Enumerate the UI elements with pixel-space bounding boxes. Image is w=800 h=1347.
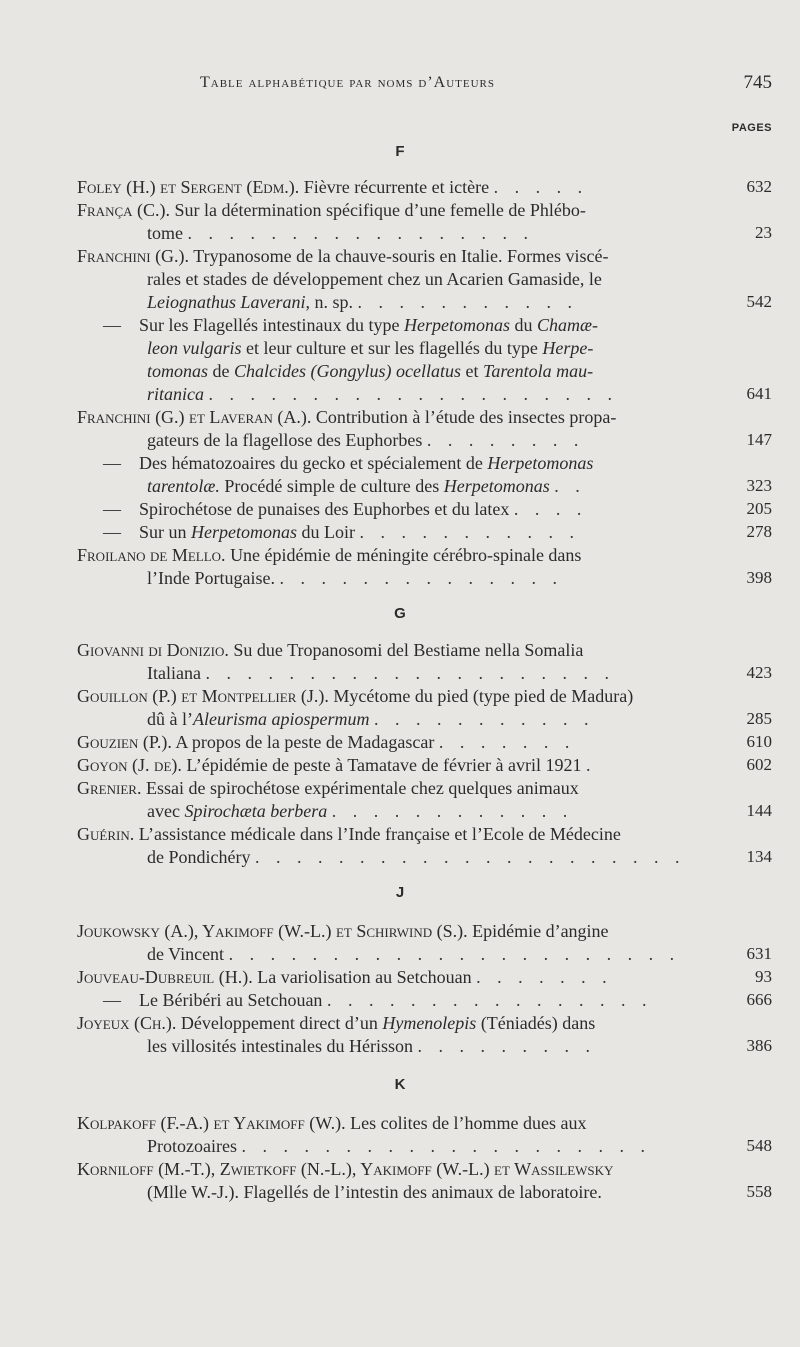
leader-dots: . . . . . . . . . . . . . . (279, 568, 563, 588)
leader-dots: . . . . . . . . . . . (359, 522, 581, 542)
entry-korniloff (77, 1158, 613, 1180)
entry-froilano-cont (147, 567, 563, 589)
leader-dots: . . . . . . . . . . . (357, 292, 579, 312)
leader-dots: . . . . . . . . . . . . . . . . . (187, 223, 534, 243)
entry-page: 147 (746, 430, 772, 449)
entry-gouzien (77, 731, 575, 753)
entry-title: Epidémie d’angine (472, 921, 609, 941)
entry-page: 285 (746, 709, 772, 728)
ditto-dash: — (103, 453, 121, 473)
species-name: ritanica (147, 384, 204, 404)
entry-title: La variolisation au Setchouan (257, 967, 472, 987)
entry-author: Joyeux (Ch.). (77, 1013, 177, 1033)
species-name: Leiognathus Laverani (147, 292, 306, 312)
entry-title: du Loir (301, 522, 356, 542)
leader-dots: . . . . . . . . . (417, 1036, 596, 1056)
entry-title: Contribution à l’étude des insectes propa- (315, 407, 617, 427)
entry-title-cont: dû à l’ (147, 709, 193, 729)
entry-gouillon (77, 685, 633, 707)
entry-title: Flagellés de l’intestin des animaux de laboratoire. (243, 1182, 602, 1202)
entry-page: 398 (746, 568, 772, 587)
entry-title-cont: et (465, 361, 479, 381)
entry-title: Fièvre récurrente et ictère (303, 177, 490, 197)
entry-page: 666 (746, 990, 772, 1009)
entry-franchini-4 (103, 498, 587, 520)
entry-page: 641 (746, 384, 772, 403)
entry-title-cont: les villosités intestinales du Hérisson (147, 1036, 413, 1056)
leader-dots: . . . . . . . (438, 732, 576, 752)
leader-dots: . . . . . . . . . . . . . . . . . . . . . (254, 847, 686, 867)
species-name: leon vulgaris (147, 338, 242, 358)
species-name: tomonas (147, 361, 209, 381)
entry-page: 134 (746, 847, 772, 866)
entry-grenier-cont (147, 800, 573, 822)
entry-title: Su due Tropanosomi del Bestiame nella Somalia (233, 640, 584, 660)
entry-title-cont: Procédé simple de culture des (224, 476, 440, 496)
leader-dots: . . . . . . . . . . . . . . . . . . . . (241, 1136, 651, 1156)
entry-goyon (77, 754, 596, 776)
entry-franchini-5 (103, 521, 580, 543)
entry-jouveau (77, 966, 613, 988)
entry-giovanni (77, 639, 583, 661)
entry-joyeux-cont (147, 1035, 596, 1057)
entry-title-cont: tome (147, 223, 183, 243)
entry-guerin-cont (147, 846, 685, 868)
entry-jouveau-2 (103, 989, 652, 1011)
entry-page: 278 (746, 522, 772, 541)
entry-page: 632 (746, 177, 772, 196)
entry-title-cont: et leur culture et sur les flagellés du type (246, 338, 538, 358)
entry-author: França (C.). (77, 200, 171, 220)
ditto-dash: — (103, 315, 121, 335)
entry-page: 386 (746, 1036, 772, 1055)
species-name: Spirochæta berbera (184, 801, 328, 821)
section-letter-f: F (395, 143, 405, 160)
entry-title: Sur la détermination spécifique d’une femelle de Phlébo- (174, 200, 586, 220)
leader-dots: . (585, 755, 597, 775)
entry-page: 23 (755, 223, 772, 242)
entry-author: Kolpakoff (F.-A.) et Yakimoff (W.). (77, 1113, 346, 1133)
section-letter-j: J (395, 884, 405, 901)
entry-title: L’épidémie de peste à Tamatave de février à avril 1921 (186, 755, 582, 775)
entry-author-cont: (Mlle W.-J.). (147, 1182, 239, 1202)
species-name: Chalcides (Gongylus) ocellatus (234, 361, 461, 381)
entry-giovanni-cont (147, 662, 615, 684)
entry-page: 93 (755, 967, 772, 986)
leader-dots: . . . . . . . (476, 967, 613, 987)
entry-page: 323 (746, 476, 772, 495)
entry-title-cont: Italiana (147, 663, 201, 683)
leader-dots: . . . . . (493, 177, 589, 197)
entry-guerin (77, 823, 621, 845)
page-number: 745 (743, 72, 772, 93)
entry-author: Giovanni di Donizio. (77, 640, 229, 660)
entry-page: 144 (746, 801, 772, 820)
entry-author: Goyon (J. de). (77, 755, 182, 775)
entry-title-cont: gateurs de la flagellose des Euphorbes (147, 430, 423, 450)
entry-gouillon-cont (147, 708, 594, 730)
entry-franchini-laveran (77, 406, 616, 428)
ditto-dash: — (103, 499, 121, 519)
entry-title-cont: , n. sp. (305, 292, 354, 312)
entry-title: Sur les Flagellés intestinaux du type (139, 315, 400, 335)
entry-page: 558 (746, 1182, 772, 1201)
entry-joyeux (77, 1012, 595, 1034)
entry-title: Développement direct d’un (180, 1013, 378, 1033)
entry-franchini-3 (103, 452, 593, 474)
entry-author: Gouillon (P.) et Montpellier (J.). (77, 686, 329, 706)
entry-author: Jouveau-Dubreuil (H.). (77, 967, 253, 987)
entry-franchini-2-cont (147, 337, 593, 359)
entry-joukowsky (77, 920, 609, 942)
entry-page: 205 (746, 499, 772, 518)
leader-dots: . . . . . . . . . . . . . . . . . . . . (208, 384, 618, 404)
entry-author: Franchini (G.). (77, 246, 190, 266)
entry-title: L’assistance médicale dans l’Inde française et l’Ecole de Médecine (138, 824, 621, 844)
entry-kolpakoff (77, 1112, 587, 1134)
species-name: Hymenolepis (382, 1013, 477, 1033)
entry-korniloff-cont (147, 1181, 602, 1203)
entry-title: Essai de spirochétose expérimentale chez quelques animaux (145, 778, 579, 798)
entry-page: 542 (746, 292, 772, 311)
entry-page: 610 (746, 732, 772, 751)
entry-page: 548 (746, 1136, 772, 1155)
entry-franchini-3-cont (147, 475, 586, 497)
leader-dots: . . . . . . . . . . . . . . . . . . . . . . (228, 944, 681, 964)
species-name: Herpetomonas (191, 522, 298, 542)
section-letter-g: G (394, 605, 406, 622)
entry-title-cont: de Vincent (147, 944, 225, 964)
entry-title: Les colites de l’homme dues aux (350, 1113, 587, 1133)
entry-page: 423 (746, 663, 772, 682)
entry-title-cont: avec (147, 801, 180, 821)
entry-author: Korniloff (M.-T.), Zwietkoff (N.-L.), Yakimoff (W.-L.) et Wassilewsky (77, 1159, 614, 1179)
species-name: Herpetomonas (443, 476, 550, 496)
entry-franchini-1-cont2 (147, 291, 578, 313)
entry-franchini-1-cont (147, 268, 602, 290)
pages-column-label: PAGES (731, 122, 772, 134)
species-name: Chamæ- (536, 315, 598, 335)
entry-franchini-1 (77, 245, 608, 267)
entry-franca-cont (147, 222, 534, 244)
section-letter-k: K (394, 1076, 406, 1093)
species-name: Herpe- (542, 338, 594, 358)
entry-author: Foley (H.) et Sergent (Edm.). (77, 177, 300, 197)
entry-page: 631 (746, 944, 772, 963)
entry-title: A propos de la peste de Madagascar (175, 732, 435, 752)
entry-title: Sur un (139, 522, 187, 542)
species-name: tarentolæ. (147, 476, 220, 496)
entry-foley (77, 176, 588, 198)
entry-title: Une épidémie de méningite cérébro-spinale dans (230, 545, 582, 565)
entry-title-cont: l’Inde Portugaise. (147, 568, 275, 588)
entry-title: du (514, 315, 533, 335)
entry-title-cont: de (212, 361, 230, 381)
entry-title: Le Béribéri au Setchouan (139, 990, 323, 1010)
entry-franchini-laveran-cont (147, 429, 584, 451)
entry-author: Guérin. (77, 824, 135, 844)
leader-dots: . . . . . . . . . . . (373, 709, 595, 729)
entry-author: Joukowsky (A.), Yakimoff (W.-L.) et Schirwind (S.). (77, 921, 468, 941)
entry-title: (Téniadés) dans (480, 1013, 596, 1033)
leader-dots: . . . . . . . . (426, 430, 585, 450)
entry-kolpakoff-cont (147, 1135, 651, 1157)
entry-author: Gouzien (P.). (77, 732, 172, 752)
species-name: Tarentola mau- (482, 361, 594, 381)
species-name: Herpetomonas (403, 315, 510, 335)
leader-dots: . . . . . . . . . . . . (331, 801, 574, 821)
entry-franchini-2 (103, 314, 598, 336)
entry-franchini-2-cont2 (147, 360, 593, 382)
entry-franca (77, 199, 586, 221)
entry-franchini-2-cont3 (147, 383, 618, 405)
species-name: Herpetomonas (487, 453, 594, 473)
entry-title: Trypanosome de la chauve-souris en Italie. Formes viscé- (193, 246, 609, 266)
leader-dots: . . . . . . . . . . . . . . . . . . . . (205, 663, 615, 683)
entry-title-cont: Protozoaires (147, 1136, 237, 1156)
leader-dots: . . (554, 476, 586, 496)
leader-dots: . . . . (513, 499, 588, 519)
entry-author: Froilano de Mello. (77, 545, 226, 565)
ditto-dash: — (103, 990, 121, 1010)
entry-title: Mycétome du pied (type pied de Madura) (333, 686, 634, 706)
entry-title-cont: rales et stades de développement chez un Acarien Gamaside, le (147, 269, 602, 289)
entry-author: Franchini (G.) et Laveran (A.). (77, 407, 312, 427)
entry-page: 602 (746, 755, 772, 774)
entry-title: Des hématozoaires du gecko et spécialement de (139, 453, 483, 473)
entry-author: Grenier. (77, 778, 142, 798)
entry-title: Spirochétose de punaises des Euphorbes et du latex (139, 499, 510, 519)
running-title: Table alphabétique par noms d’Auteurs (200, 74, 495, 91)
entry-joukowsky-cont (147, 943, 680, 965)
entry-froilano (77, 544, 581, 566)
leader-dots: . . . . . . . . . . . . . . . . (326, 990, 653, 1010)
entry-title-cont: de Pondichéry (147, 847, 251, 867)
entry-grenier (77, 777, 579, 799)
ditto-dash: — (103, 522, 121, 542)
species-name: Aleurisma apiospermum (192, 709, 370, 729)
